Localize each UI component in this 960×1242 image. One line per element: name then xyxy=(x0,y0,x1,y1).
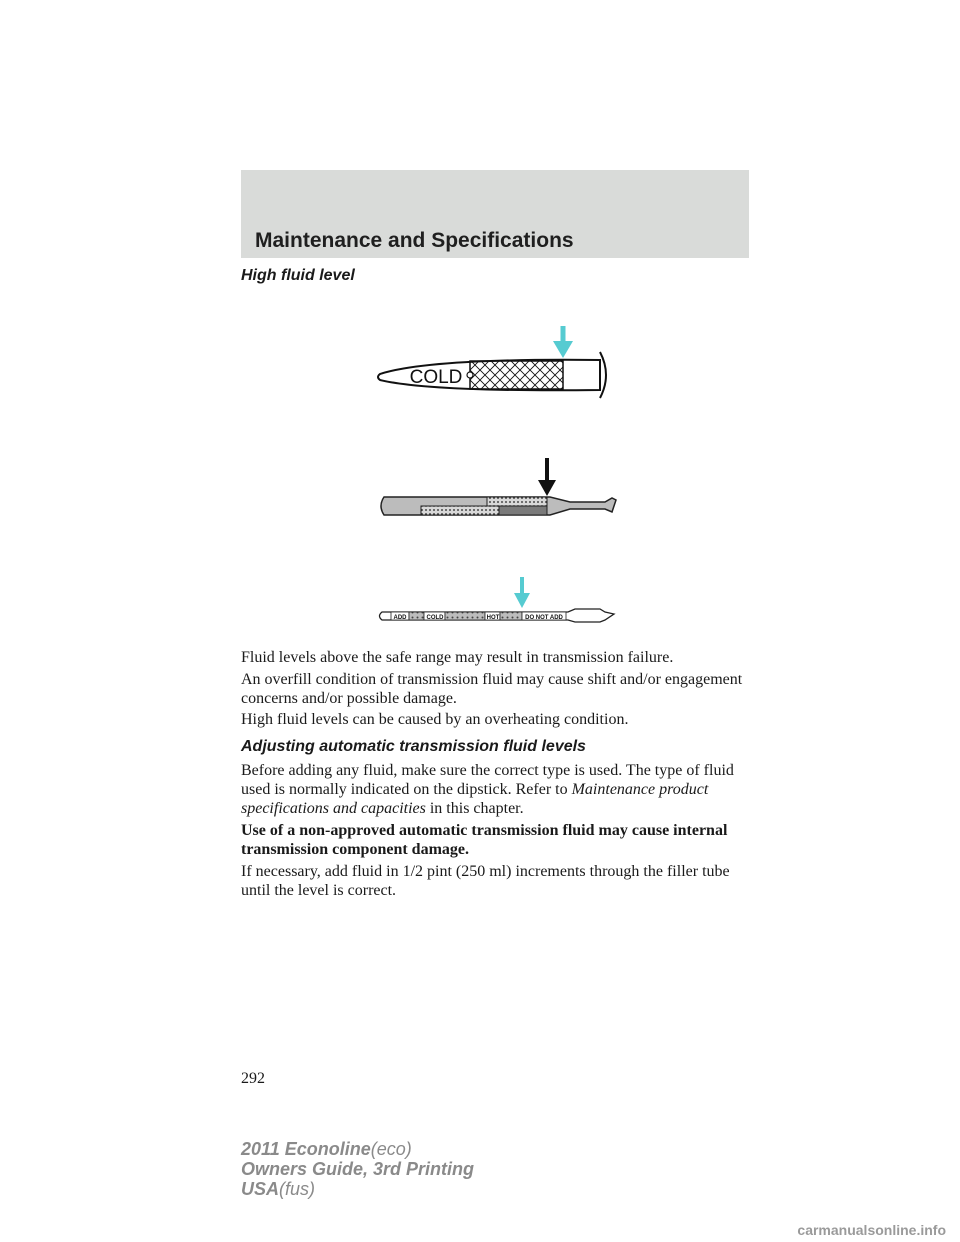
footer-guide: Owners Guide, 3rd Printing xyxy=(241,1159,475,1179)
dipstick-range-cold: COLD xyxy=(426,615,444,621)
cross-reference: Maintenance product specifications and capacities xyxy=(241,781,709,817)
paragraph: High fluid levels can be caused by an overheating condition. xyxy=(241,711,629,728)
warning-text: Use of a non-approved automatic transmission fluid may cause internal transmission component damage. xyxy=(241,822,728,858)
teal-arrow-icon xyxy=(514,593,530,608)
paragraph: An overfill condition of transmission fluid may cause shift and/or engagement concerns and/or possible damage. xyxy=(241,671,743,707)
adding-text-end: in this chapter. xyxy=(425,800,524,817)
teal-arrow-icon xyxy=(553,341,573,358)
dipstick-range-hot: HOT xyxy=(486,615,500,621)
paragraph-increments: If necessary, add fluid in 1/2 pint (250 ml) increments through the filler tube until the level is correct. xyxy=(241,863,730,899)
footer-market-code: (fus) xyxy=(279,1179,316,1199)
dipstick-cold xyxy=(378,326,606,398)
footer-model: 2011 Econoline xyxy=(241,1139,371,1159)
watermark: carmanualsonline.info xyxy=(797,1222,946,1238)
adding-text: Before adding any fluid, make sure the correct type is used. The type of fluid used is normally indicated on the dipstick. Refer to xyxy=(241,762,734,798)
section-title: Maintenance and Specifications xyxy=(255,229,574,252)
paragraph-adding-fluid xyxy=(241,761,751,818)
dipstick-range-add: ADD xyxy=(393,615,407,621)
paragraph: Fluid levels above the safe range may result in transmission failure. xyxy=(241,649,674,666)
dipstick-range-do-not-add: DO NOT ADD xyxy=(525,615,563,621)
footer-market: USA xyxy=(241,1179,280,1199)
footer xyxy=(241,1139,474,1199)
footer-model-code: (eco) xyxy=(370,1139,412,1159)
heading-adjusting-fluid-levels: Adjusting automatic transmission fluid levels xyxy=(241,738,586,755)
dipstick-cold-label: COLD xyxy=(409,367,463,388)
dipstick-black-arrow xyxy=(381,458,616,515)
page-number: 292 xyxy=(241,1070,265,1087)
heading-high-fluid-level: High fluid level xyxy=(241,267,355,284)
dipstick-ranges xyxy=(380,577,615,622)
black-arrow-icon xyxy=(538,480,556,496)
